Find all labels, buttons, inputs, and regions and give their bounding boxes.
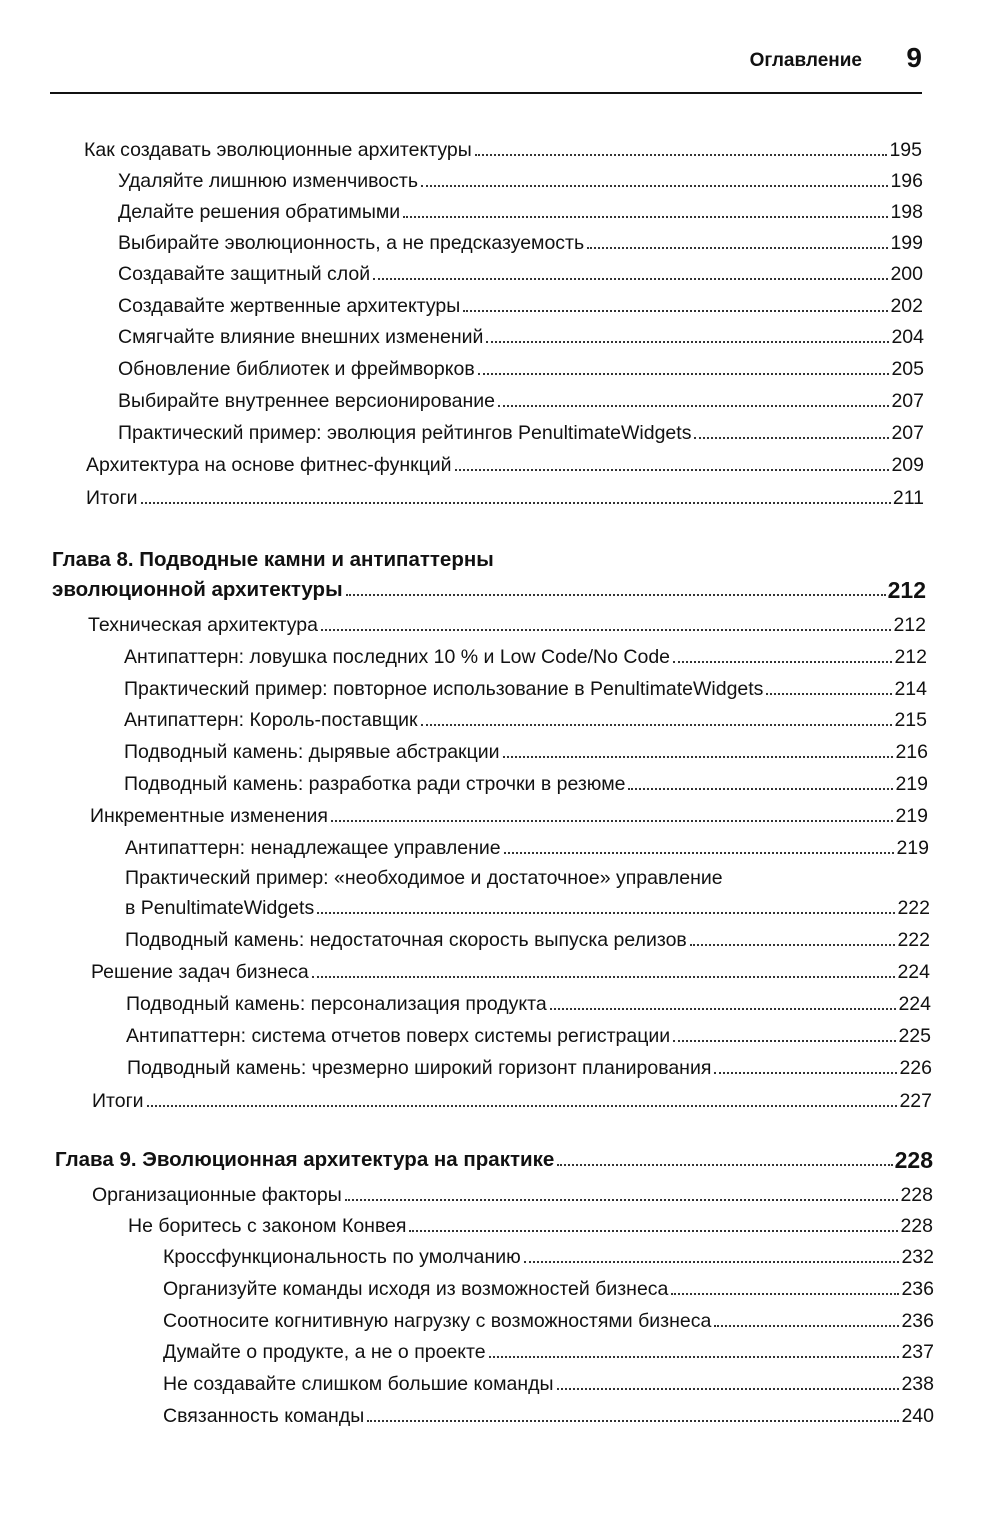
leader-dots: [409, 1230, 898, 1232]
toc-entry-title: Антипаттерн: Король-поставщик: [124, 709, 418, 731]
toc-entry-title: Архитектура на основе фитнес-функций: [86, 454, 452, 476]
toc-entry-page: 202: [890, 295, 923, 317]
toc-entry-page: 219: [895, 773, 928, 795]
toc-entry[interactable]: [125, 928, 930, 952]
toc-entry-page: 204: [891, 326, 924, 348]
toc-entry[interactable]: [124, 772, 928, 796]
toc-entry-page: 238: [901, 1373, 934, 1395]
toc-entry[interactable]: [124, 708, 927, 732]
toc-entry-title: Связанность команды: [163, 1405, 365, 1427]
leader-dots: [489, 1356, 900, 1358]
leader-dots: [486, 341, 889, 343]
toc-entry-title: Антипаттерн: ненадлежащее управление: [125, 837, 501, 859]
toc-entry-title: Подводный камень: недостаточная скорость выпуска релизов: [125, 929, 687, 951]
leader-dots: [367, 1420, 899, 1422]
toc-entry-title: Итоги: [92, 1090, 144, 1112]
toc-entry-title: Подводный камень: персонализация продукта: [126, 993, 547, 1015]
toc-entry-page: 209: [891, 454, 924, 476]
toc-entry-page: 222: [897, 929, 930, 951]
leader-dots: [345, 1199, 899, 1201]
toc-entry[interactable]: [163, 1404, 934, 1428]
toc-entry[interactable]: [126, 992, 931, 1016]
toc-entry[interactable]: [86, 486, 924, 510]
toc-entry-title: Удаляйте лишнюю изменчивость: [118, 170, 418, 192]
toc-entry-title: Антипаттерн: система отчетов поверх системы регистрации: [126, 1025, 671, 1047]
leader-dots: [317, 912, 895, 914]
toc-entry-title: Техническая архитектура: [88, 614, 318, 636]
chapter-heading-line1: Глава 8. Подводные камни и антипаттерны: [52, 548, 494, 571]
toc-entry[interactable]: [118, 200, 923, 224]
toc-entry[interactable]: [118, 169, 923, 193]
chapter-entry[interactable]: [52, 578, 926, 602]
toc-entry[interactable]: [118, 421, 924, 445]
leader-dots: [714, 1072, 897, 1074]
leader-dots: [690, 944, 896, 946]
toc-entry-title: Делайте решения обратимыми: [118, 201, 401, 223]
toc-entry-title: Смягчайте влияние внешних изменений: [118, 326, 484, 348]
toc-entry[interactable]: [118, 294, 923, 318]
toc-entry-title: Подводный камень: чрезмерно широкий горизонт планирования: [127, 1057, 712, 1079]
toc-entry-title: Соотносите когнитивную нагрузку с возможностями бизнеса: [163, 1310, 712, 1332]
toc-entry[interactable]: [124, 677, 927, 701]
toc-entry[interactable]: [118, 325, 924, 349]
toc-entry-page: 227: [899, 1090, 932, 1112]
toc-entry-title: Инкрементные изменения: [90, 805, 328, 827]
leader-dots: [673, 661, 892, 663]
leader-dots: [421, 185, 888, 187]
leader-dots: [331, 820, 894, 822]
toc-entry-title: эволюционной архитектуры: [52, 578, 343, 601]
toc-entry[interactable]: [124, 645, 927, 669]
toc-entry-page: 212: [894, 646, 927, 668]
toc-entry-page: 212: [893, 614, 926, 636]
toc-entry-title: Обновление библиотек и фреймворков: [118, 358, 475, 380]
leader-dots: [671, 1293, 899, 1295]
toc-entry-page: 195: [889, 139, 922, 161]
leader-dots: [498, 405, 890, 407]
toc-entry-page: 224: [897, 961, 930, 983]
toc-entry-page: 199: [890, 232, 923, 254]
toc-entry-title: Думайте о продукте, а не о проекте: [163, 1341, 486, 1363]
leader-dots: [463, 310, 888, 312]
leader-dots: [312, 976, 896, 978]
toc-entry-line1: Практический пример: «необходимое и достаточное» управление: [125, 867, 723, 889]
leader-dots: [373, 278, 888, 280]
chapter-entry[interactable]: [55, 1148, 933, 1172]
leader-dots: [550, 1008, 897, 1010]
toc-entry-page: 228: [900, 1184, 933, 1206]
toc-entry[interactable]: [163, 1309, 934, 1333]
toc-entry-title: Итоги: [86, 487, 138, 509]
toc-entry-page: 240: [901, 1405, 934, 1427]
toc-entry[interactable]: [163, 1372, 934, 1396]
leader-dots: [455, 469, 890, 471]
leader-dots: [714, 1325, 899, 1327]
toc-entry-page: 225: [898, 1025, 931, 1047]
toc-entry-page: 222: [897, 897, 930, 919]
leader-dots: [557, 1388, 900, 1390]
toc-entry[interactable]: [126, 1024, 931, 1048]
leader-dots: [147, 1105, 898, 1107]
toc-entry-title: Практический пример: эволюция рейтингов PenultimateWidgets: [118, 422, 692, 444]
toc-entry-title: Кроссфункциональность по умолчанию: [163, 1246, 521, 1268]
toc-entry[interactable]: [127, 1056, 932, 1080]
toc-entry-page: 200: [890, 263, 923, 285]
leader-dots: [524, 1261, 900, 1263]
toc-entry-title: Организуйте команды исходя из возможностей бизнеса: [163, 1278, 669, 1300]
running-title: Оглавление: [749, 50, 862, 71]
toc-entry-page: 205: [891, 358, 924, 380]
leader-dots: [587, 247, 888, 249]
leader-dots: [628, 788, 893, 790]
toc-entry-page: 214: [894, 678, 927, 700]
leader-dots: [321, 629, 891, 631]
toc-entry[interactable]: [163, 1340, 934, 1364]
leader-dots: [766, 693, 892, 695]
toc-entry-title: Организационные факторы: [92, 1184, 342, 1206]
toc-entry[interactable]: [86, 453, 924, 477]
toc-entry[interactable]: [90, 804, 928, 828]
toc-entry-page: 232: [901, 1246, 934, 1268]
leader-dots: [557, 1164, 892, 1166]
toc-entry[interactable]: [118, 357, 924, 381]
toc-entry-page: 212: [887, 577, 926, 603]
toc-entry[interactable]: [163, 1245, 934, 1269]
toc-entry-page: 228: [894, 1147, 933, 1173]
toc-entry-title: Создавайте защитный слой: [118, 263, 371, 285]
toc-entry-page: 207: [891, 390, 924, 412]
toc-entry[interactable]: [118, 262, 923, 286]
toc-entry[interactable]: [124, 740, 928, 764]
leader-dots: [403, 216, 888, 218]
toc-entry-title: Антипаттерн: ловушка последних 10 % и Low Code/No Code: [124, 646, 671, 668]
leader-dots: [421, 724, 893, 726]
page-header: [50, 42, 922, 94]
toc-entry-page: 237: [901, 1341, 934, 1363]
leader-dots: [503, 756, 894, 758]
toc-entry-page: 219: [896, 837, 929, 859]
leader-dots: [673, 1040, 896, 1042]
toc-entry[interactable]: [128, 1214, 933, 1238]
toc-entry-title: Выбирайте внутреннее версионирование: [118, 390, 495, 412]
leader-dots: [478, 373, 890, 375]
toc-entry-page: 226: [899, 1057, 932, 1079]
leader-dots: [346, 594, 886, 596]
toc-entry[interactable]: [118, 231, 923, 255]
toc-entry-title: Глава 9. Эволюционная архитектура на практике: [55, 1148, 555, 1171]
toc-entry-title: Не создавайте слишком большие команды: [163, 1373, 554, 1395]
toc-entry-page: 236: [901, 1310, 934, 1332]
leader-dots: [694, 437, 889, 439]
toc-entry-title: Подводный камень: разработка ради строчки в резюме: [124, 773, 626, 795]
toc-entry-page: 207: [891, 422, 924, 444]
toc-entry[interactable]: [88, 613, 926, 637]
toc-entry-page: 198: [890, 201, 923, 223]
toc-entry-title: Практический пример: повторное использование в PenultimateWidgets: [124, 678, 764, 700]
toc-entry[interactable]: [84, 138, 922, 162]
toc-entry-page: 224: [898, 993, 931, 1015]
toc-entry-page: 236: [901, 1278, 934, 1300]
toc-entry[interactable]: [163, 1277, 934, 1301]
toc-entry-title: Создавайте жертвенные архитектуры: [118, 295, 461, 317]
toc-entry-page: 215: [894, 709, 927, 731]
toc-entry-title: Как создавать эволюционные архитектуры: [84, 139, 472, 161]
toc-entry[interactable]: [125, 836, 929, 860]
toc-entry-page: 196: [890, 170, 923, 192]
toc-entry-title: Выбирайте эволюционность, а не предсказуемость: [118, 232, 585, 254]
toc-entry-title: Решение задач бизнеса: [91, 961, 309, 983]
toc-entry-page: 228: [900, 1215, 933, 1237]
toc-entry-title: Не боритесь с законом Конвея: [128, 1215, 407, 1237]
toc-entry[interactable]: [92, 1089, 932, 1113]
toc-entry[interactable]: [118, 389, 924, 413]
toc-entry[interactable]: [92, 1183, 933, 1207]
page-number: 9: [906, 42, 922, 73]
toc-entry-page: 216: [895, 741, 928, 763]
leader-dots: [504, 852, 895, 854]
leader-dots: [475, 154, 888, 156]
leader-dots: [141, 502, 891, 504]
toc-entry-page: 211: [892, 487, 924, 509]
toc-entry[interactable]: [91, 960, 930, 984]
toc-entry[interactable]: [125, 896, 930, 920]
toc-entry-page: 219: [895, 805, 928, 827]
toc-entry-title: в PenultimateWidgets: [125, 897, 315, 919]
toc-entry-title: Подводный камень: дырявые абстракции: [124, 741, 500, 763]
